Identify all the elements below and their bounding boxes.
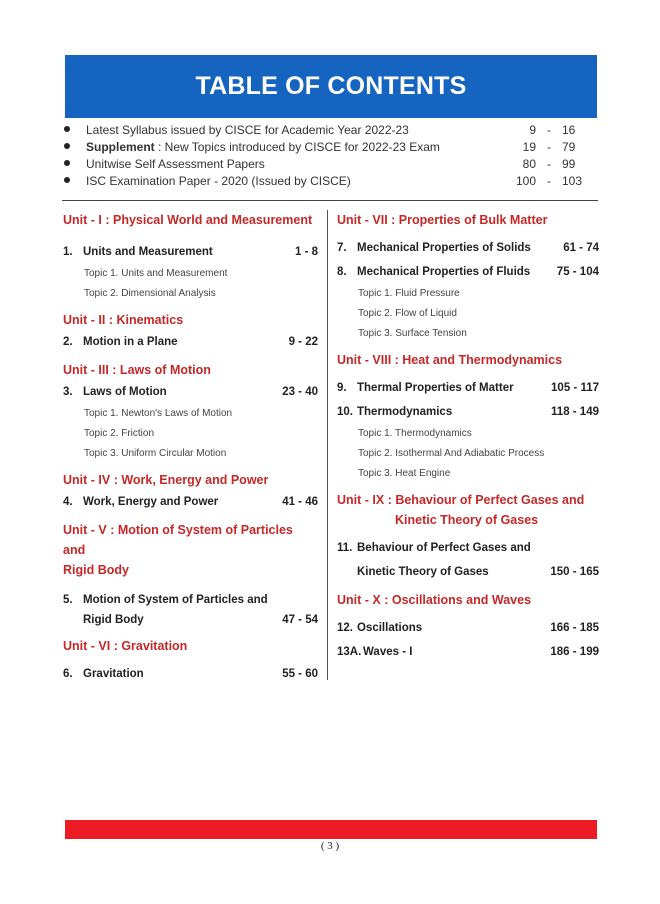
intro-item-pages: 19 - 79 (522, 140, 576, 154)
unit-heading: Unit - IV : Work, Energy and Power (63, 473, 269, 487)
chapter-entry: 2. Motion in a Plane 9 - 22 (63, 336, 318, 348)
divider (62, 200, 598, 201)
topic-entry: Topic 1. Fluid Pressure (358, 288, 460, 299)
unit-heading: Unit - X : Oscillations and Waves (337, 593, 532, 607)
bullet-icon (64, 160, 70, 166)
footer-bar (65, 820, 597, 839)
topic-entry: Topic 2. Flow of Liquid (358, 308, 457, 319)
intro-item (62, 156, 596, 173)
unit-heading: Unit - I : Physical World and Measurement (63, 213, 313, 227)
topic-entry: Topic 1. Thermodynamics (358, 428, 472, 439)
chapter-entry: 6. Gravitation 55 - 60 (63, 668, 318, 680)
contents-right-column (337, 210, 599, 664)
topic-entry: Topic 3. Heat Engine (358, 468, 451, 479)
topic-entry: Topic 3. Surface Tension (358, 328, 467, 339)
intro-item-pages: 100 - 103 (515, 174, 583, 188)
chapter-entry-continued: Kinetic Theory of Gases 150 - 165 (357, 566, 599, 578)
intro-item-text: ISC Examination Paper - 2020 (Issued by CISCE) (86, 174, 351, 188)
chapter-entry: 7. Mechanical Properties of Solids 61 - 74 (337, 242, 599, 254)
intro-item (62, 139, 596, 156)
chapter-entry: 4. Work, Energy and Power 41 - 46 (63, 496, 318, 508)
header-banner (65, 55, 597, 118)
intro-item (62, 173, 596, 190)
topic-entry: Topic 2. Isothermal And Adiabatic Process (358, 448, 545, 459)
bullet-icon (64, 143, 70, 149)
intro-item-text: Unitwise Self Assessment Papers (86, 157, 265, 171)
chapter-entry: 12. Oscillations 166 - 185 (337, 622, 599, 634)
intro-item-pages: 80 - 99 (522, 157, 576, 171)
topic-entry: Topic 2. Dimensional Analysis (84, 288, 216, 299)
chapter-entry: 9. Thermal Properties of Matter 105 - 117 (337, 382, 599, 394)
intro-item-text: Supplement : New Topics introduced by CISCE for 2022-23 Exam (86, 140, 440, 154)
unit-heading: Unit - V : Motion of System of Particles and Rigid Body (63, 523, 293, 577)
topic-entry: Topic 2. Friction (84, 428, 155, 439)
intro-item (62, 122, 596, 139)
unit-heading: Unit - III : Laws of Motion (63, 363, 211, 377)
unit-heading: Unit - VIII : Heat and Thermodynamics (337, 353, 563, 367)
column-divider (327, 210, 328, 680)
topic-entry: Topic 1. Newton's Laws of Motion (84, 408, 233, 419)
chapter-entry-continued: Rigid Body 47 - 54 (83, 614, 318, 626)
unit-heading: Unit - IX : Behaviour of Perfect Gases and (337, 493, 585, 507)
chapter-entry: 1. Units and Measurement 1 - 8 (63, 246, 318, 258)
page-number: ( 3 ) (320, 840, 340, 852)
intro-item-text: Latest Syllabus issued by CISCE for Academic Year 2022-23 (86, 123, 409, 137)
chapter-entry: 11. Behaviour of Perfect Gases and (337, 542, 531, 554)
contents-left-column (63, 210, 318, 686)
unit-heading: Unit - II : Kinematics (63, 313, 184, 327)
chapter-entry: 13A. Waves - I 186 - 199 (337, 646, 599, 658)
unit-heading: Unit - VI : Gravitation (63, 639, 188, 653)
topic-entry: Topic 3. Uniform Circular Motion (84, 448, 227, 459)
chapter-entry: 5. Motion of System of Particles and (63, 594, 268, 606)
page-title: TABLE OF CONTENTS (195, 72, 467, 100)
topic-entry: Topic 1. Units and Measurement (84, 268, 228, 279)
bullet-icon (64, 177, 70, 183)
bullet-icon (64, 126, 70, 132)
intro-list (62, 122, 596, 190)
chapter-entry: 8. Mechanical Properties of Fluids 75 - 104 (337, 266, 599, 278)
intro-item-pages: 9 - 16 (529, 123, 576, 137)
unit-heading-continued: Kinetic Theory of Gases (395, 513, 539, 527)
chapter-entry: 10. Thermodynamics 118 - 149 (337, 406, 599, 418)
chapter-entry: 3. Laws of Motion 23 - 40 (63, 386, 318, 398)
unit-heading: Unit - VII : Properties of Bulk Matter (337, 213, 548, 227)
